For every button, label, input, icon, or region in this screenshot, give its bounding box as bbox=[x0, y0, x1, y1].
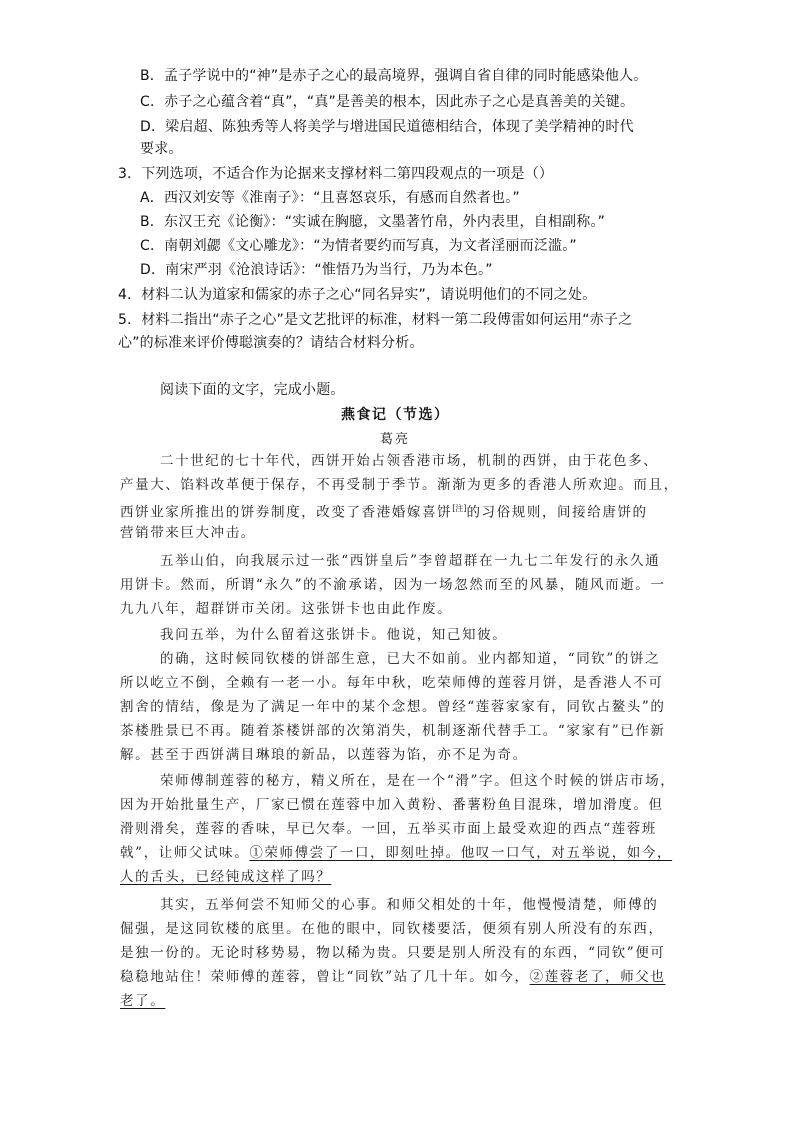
underlined-sentence-2: ②莲蓉老了，师父也 bbox=[529, 969, 666, 985]
paragraph-4-line-1: 的确，这时候同钦楼的饼部生意，已大不如前。业内都知道，“同钦”的饼之 bbox=[160, 651, 661, 667]
paragraph-6-line-1: 其实，五举何尝不知师父的心事。和师父相处的十年，他慢慢清楚，师傅的 bbox=[160, 897, 659, 913]
question-3-option-c: C．南朝刘勰《文心雕龙》：“为情者要约而写真，为文者淫丽而泛滥。” bbox=[140, 238, 577, 254]
paragraph-1-line-1: 二十世纪的七十年代，西饼开始占领香港市场，机制的西饼，由于花色多、 bbox=[160, 453, 659, 469]
paragraph-2-line-1: 五举山伯，向我展示过一张“西饼皇后”李曾超群在一九七二年发行的永久通 bbox=[160, 553, 661, 569]
paragraph-4-line-2: 所以屹立不倒，全赖有一老一小。每年中秋，吃荣师傅的莲蓉月饼，是香港人不可 bbox=[120, 675, 664, 691]
paragraph-5-line-1: 荣师傅制莲蓉的秘方，精义所在，是在一个“滑”字。但这个时候的饼店市场， bbox=[160, 773, 676, 789]
underlined-sentence-2-continued: 老了。 bbox=[120, 993, 166, 1009]
article-title: 燕食记（节选） bbox=[341, 407, 450, 423]
question-5: 5．材料二指出“赤子之心”是文艺批评的标准，材料一第二段傅雷如何运用“赤子之 bbox=[118, 312, 633, 328]
paragraph-4-line-3: 割舍的情结，像是为了满足一年中的某个念想。曾经“莲蓉家家有，同钦占鳌头”的 bbox=[120, 699, 666, 715]
paragraph-6-line-3: 是独一份的。无论时移势易，物以稀为贵。只要是别人所没有的东西，“同钦”便可 bbox=[120, 945, 666, 961]
article-author: 葛亮 bbox=[380, 432, 411, 447]
question-3-stem: 3．下列选项，不适合作为论据来支撑材料二第四段观点的一项是（） bbox=[118, 166, 554, 182]
paragraph-5-line-2: 因为开始批量生产，厂家已惯在莲蓉中加入黄粉、番薯粉鱼目混珠，增加滑度。但 bbox=[120, 797, 664, 813]
question-3-option-a: A．西汉刘安等《淮南子》：“且喜怒哀乐，有感而自然者也。” bbox=[140, 190, 520, 206]
paragraph-1-line-3-text-a: 西饼业家所推出的饼券制度，改变了香港婚嫁喜饼 bbox=[120, 504, 453, 521]
question-2-option-b: B．孟子学说中的“神”是赤子之心的最高境界，强调自省自律的同时能感染他人。 bbox=[140, 68, 648, 84]
question-3-option-b: B．东汉王充《论衡》：“实诚在胸臆，文墨著竹帛，外内表里，自相副称。” bbox=[140, 214, 606, 230]
underlined-sentence-1-continued: 人的舌头，已经钝成这样了吗？ bbox=[120, 869, 332, 885]
paragraph-5-line-4 bbox=[120, 844, 672, 862]
question-4: 4．材料二认为道家和儒家的赤子之心“同名异实”，请说明他们的不同之处。 bbox=[118, 287, 597, 303]
question-2-option-d: D．梁启超、陈独秀等人将美学与增进国民道德相结合，体现了美学精神的时代 bbox=[140, 119, 634, 135]
footnote-marker: [注] bbox=[452, 504, 467, 513]
paragraph-1-line-4: 营销带来巨大冲击。 bbox=[120, 525, 256, 541]
paragraph-6-line-2: 倔强，是这同钦楼的底里。在他的眼中，同钦楼要活，便须有别人所没有的东西， bbox=[120, 921, 664, 937]
paragraph-4-line-4: 茶楼胜景已不再。随着茶楼饼部的次第消失，机制逐渐代替手工。“家家有”已作新 bbox=[120, 723, 666, 739]
paragraph-2-line-2: 用饼卡。然而，所谓“永久”的不渝承诺，因为一场忽然而至的风暴，随风而逝。一 bbox=[120, 577, 666, 593]
paragraph-3-line-1: 我问五举，为什么留着这张饼卡。他说，知己知彼。 bbox=[160, 627, 508, 643]
underlined-sentence-1: ①荣师傅尝了一口，即刻吐掉。他叹一口气，对五举说，如今， bbox=[249, 845, 673, 861]
paragraph-2-line-3: 九九八年，超群饼市关闭。这张饼卡也由此作废。 bbox=[120, 601, 453, 617]
paragraph-5-line-4-text: 戟”，让师父试味。 bbox=[120, 845, 250, 861]
paragraph-1-line-3-text-b: 的习俗规则，间接给唐饼的 bbox=[466, 504, 648, 521]
paragraph-6-line-4-text: 稳稳地站住！荣师傅的莲蓉，曾让“同钦”站了几十年。如今， bbox=[120, 969, 530, 985]
paragraph-1-line-3 bbox=[120, 500, 648, 522]
paragraph-4-line-5: 解。甚至于西饼满目琳琅的新品，以莲蓉为馅，亦不足为奇。 bbox=[120, 747, 528, 763]
question-5-continued: 心”的标准来评价傅聪演奏的？请结合材料分析。 bbox=[118, 335, 424, 351]
paragraph-1-line-2: 产量大、馅料改革便于保存，不再受制于季节。渐渐为更多的香港人所欢迎。而且， bbox=[120, 477, 679, 493]
question-2-option-c: C．赤子之心蕴含着“真”，“真”是善美的根本，因此赤子之心是真善美的关键。 bbox=[140, 94, 635, 110]
reading-intro: 阅读下面的文字，完成小题。 bbox=[160, 382, 345, 398]
question-2-option-d-continued: 要求。 bbox=[140, 141, 183, 157]
question-3-option-d: D．南宋严羽《沧浪诗话》：“惟悟乃为当行，乃为本色。” bbox=[140, 262, 493, 278]
paragraph-6-line-4 bbox=[120, 968, 666, 986]
paragraph-5-line-3: 滑则滑矣，莲蓉的香味，早已欠奉。一回，五举买市面上最受欢迎的西点“莲蓉班 bbox=[120, 821, 658, 837]
